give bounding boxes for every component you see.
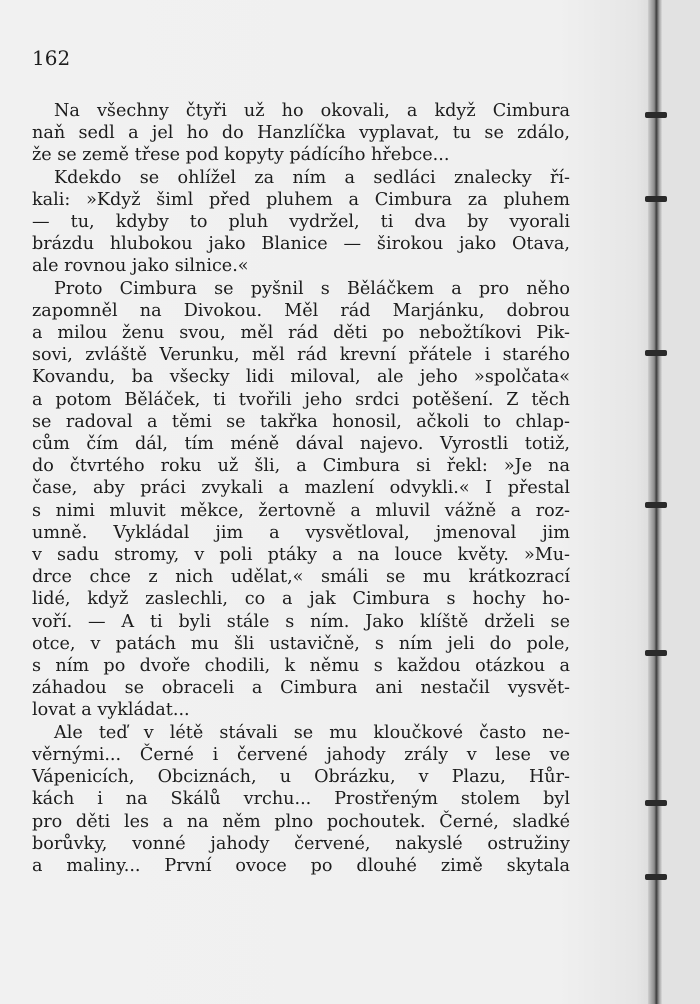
text-line: otce, v patách mu šli ustavičně, s ním jeli do pole, [32,633,570,654]
text-line: pro děti les a na něm plno pochoutek. Černé, sladké [32,811,570,832]
text-line: umně. Vykládal jim a vysvětloval, jmenoval jim [32,522,570,543]
binding-stitch [645,650,667,656]
text-line: a milou ženu svou, měl rád děti po nebožtíkovi Pik- [32,323,570,344]
binding-stitch [645,874,667,880]
binding-stitch [645,502,667,508]
text-line: věrnými... Černé i červené jahody zrály v lese ve [32,744,570,765]
binding-stitch [645,800,667,806]
facing-page-edge [662,0,700,1004]
text-line: že se země třese pod kopyty pádícího hřebce... [32,145,450,166]
text-line: cům čím dál, tím méně dával najevo. Vyrostli totiž, [32,434,570,455]
text-line: se radoval a těmi se takřka honosil, ačkoli to chlap- [32,411,570,432]
text-line: Ale teď v létě stávali se mu kloučkové často ne- [54,722,570,743]
body-text [32,100,570,877]
text-line: ale rovnou jako silnice.« [32,256,249,277]
text-line: Kdekdo se ohlížel za ním a sedláci znalecky ří- [54,167,570,188]
text-line: Na všechny čtyři už ho okovali, a když Cimbura [54,101,570,121]
text-line: borůvky, vonné jahody červené, nakyslé ostružiny [32,833,570,854]
text-line: čase, aby práci zvykali a mazlení odvykli.« I přestal [32,478,570,499]
text-line: a maliny... První ovoce po dlouhé zimě skytala [32,855,570,876]
text-line: sovi, zvláště Verunku, měl rád krevní přátele i starého [32,345,570,366]
text-line: Proto Cimbura se pyšnil s Běláčkem a pro něho [54,278,570,299]
text-line: naň sedl a jel ho do Hanzlíčka vyplavat, tu se zdálo, [32,123,570,144]
text-line: do čtvrtého roku už šli, a Cimbura si řekl: »Je na [32,456,570,477]
text-line: — tu, kdyby to pluh vydržel, ti dva by vyorali [32,212,570,233]
text-line: zapomněl na Divokou. Měl rád Marjánku, dobrou [32,300,570,321]
binding-stitch [645,350,667,356]
text-line: lovat a vykládat... [32,700,190,721]
text-line: drce chce z nich udělat,« smáli se mu krátkozrací [32,567,570,588]
text-line: brázdu hlubokou jako Blanice — širokou jako Otava, [32,234,570,255]
text-line: v sadu stromy, v poli ptáky a na louce květy. »Mu- [32,545,570,566]
text-line: lidé, když zaslechli, co a jak Cimbura s hochy ho- [32,589,570,610]
text-line: kách i na Skálů vrchu... Prostřeným stolem byl [32,789,570,810]
binding-stitch [645,112,667,118]
text-line: voří. — A ti byli stále s ním. Jako klíště drželi se [32,611,570,632]
text-line: a potom Běláček, ti tvořili jeho srdci potěšení. Z těch [32,389,570,410]
text-line: s ním po dvoře chodili, k němu s každou otázkou a [32,656,570,677]
text-line: s nimi mluvit měkce, žertovně a mluvil vážně a roz- [32,500,570,521]
text-line: kali: »Když šiml před pluhem a Cimbura za pluhem [32,189,570,210]
text-line: záhadou se obraceli a Cimbura ani nestačil vysvět- [32,678,570,699]
binding-stitch [645,196,667,202]
text-line: Kovandu, ba všecky lidi miloval, ale jeho »spolčata« [32,367,570,388]
text-line: Vápenicích, Obciznách, u Obrázku, v Plazu, Hůr- [32,767,570,788]
page-number: 162 [32,46,71,70]
